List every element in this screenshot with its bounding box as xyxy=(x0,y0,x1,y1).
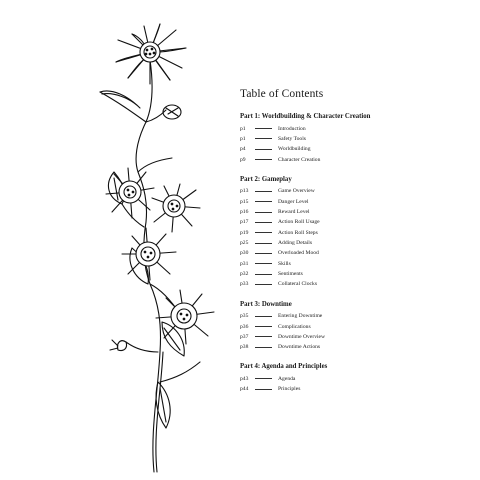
entry-label: Collateral Clocks xyxy=(278,281,317,288)
entry-label: Principles xyxy=(278,386,301,393)
page-number: p19 xyxy=(240,229,249,236)
toc-entry[interactable] xyxy=(240,259,472,269)
leader-line xyxy=(255,274,272,275)
leader-line xyxy=(255,243,272,244)
toc-section xyxy=(240,176,472,290)
entry-label: Sentiments xyxy=(278,271,303,278)
leader-line xyxy=(255,326,272,327)
leader-line xyxy=(255,191,272,192)
leader-line xyxy=(255,212,272,213)
toc-entry[interactable] xyxy=(240,374,472,384)
entry-label: Reward Level xyxy=(278,209,310,216)
leader-line xyxy=(255,128,272,129)
toc-entry[interactable] xyxy=(240,144,472,154)
page-number: p32 xyxy=(240,271,249,278)
leader-line xyxy=(255,149,272,150)
entry-label: Character Creation xyxy=(278,156,321,163)
page-number: p17 xyxy=(240,219,249,226)
toc-entry[interactable] xyxy=(240,269,472,279)
toc-entry[interactable] xyxy=(240,228,472,238)
flower-stem-illustration xyxy=(88,22,218,477)
toc-entry[interactable] xyxy=(240,279,472,289)
page-number: p15 xyxy=(240,198,249,205)
toc-entry[interactable] xyxy=(240,321,472,331)
page-number: p1 xyxy=(240,135,246,142)
leader-line xyxy=(255,347,272,348)
page-number: p4 xyxy=(240,146,246,153)
entry-label: Danger Level xyxy=(278,198,309,205)
leader-line xyxy=(255,336,272,337)
leader-line xyxy=(255,138,272,139)
entry-label: Downtime Actions xyxy=(278,344,321,351)
page-number: p38 xyxy=(240,344,249,351)
entry-label: Action Roll Steps xyxy=(278,229,318,236)
page-number: p36 xyxy=(240,323,249,330)
toc-entry[interactable] xyxy=(240,217,472,227)
entry-label: Downtime Overview xyxy=(278,333,326,340)
page-number: p33 xyxy=(240,281,249,288)
entry-label: Adding Details xyxy=(278,240,313,247)
leader-line xyxy=(255,316,272,317)
entry-label: Skills xyxy=(278,260,291,267)
section-title: Part 4: Agenda and Principles xyxy=(240,363,328,371)
toc-section xyxy=(240,113,472,165)
toc-title: Table of Contents xyxy=(240,88,324,100)
toc-entry[interactable] xyxy=(240,384,472,394)
toc-entry[interactable] xyxy=(240,248,472,258)
leader-line xyxy=(255,263,272,264)
page-number: p31 xyxy=(240,260,249,267)
toc-entry[interactable] xyxy=(240,186,472,196)
leader-line xyxy=(255,253,272,254)
toc-entry[interactable] xyxy=(240,134,472,144)
toc-entry[interactable] xyxy=(240,207,472,217)
page-number: p1 xyxy=(240,125,246,132)
entry-label: Complications xyxy=(278,323,311,330)
toc-section xyxy=(240,301,472,353)
page-number: p30 xyxy=(240,250,249,257)
entry-label: Worldbuilding xyxy=(278,146,311,153)
page-number: p16 xyxy=(240,209,249,216)
toc-entry[interactable] xyxy=(240,197,472,207)
page-number: p9 xyxy=(240,156,246,163)
leader-line xyxy=(255,378,272,379)
toc-entry[interactable] xyxy=(240,311,472,321)
entry-label: Introduction xyxy=(278,125,306,132)
leader-line xyxy=(255,284,272,285)
page-number: p44 xyxy=(240,386,249,393)
page-number: p13 xyxy=(240,188,249,195)
toc-sections xyxy=(240,113,472,394)
entry-label: Safety Tools xyxy=(278,135,306,142)
section-title: Part 3: Downtime xyxy=(240,300,292,308)
leader-line xyxy=(255,201,272,202)
entry-label: Game Overview xyxy=(278,188,315,195)
toc-entry[interactable] xyxy=(240,342,472,352)
leader-line xyxy=(255,222,272,223)
toc-entry[interactable] xyxy=(240,238,472,248)
entry-label: Agenda xyxy=(278,375,296,382)
toc-entry[interactable] xyxy=(240,123,472,133)
table-of-contents xyxy=(240,88,472,405)
page-number: p37 xyxy=(240,333,249,340)
toc-entry[interactable] xyxy=(240,332,472,342)
entry-label: Overloaded Mood xyxy=(278,250,319,257)
toc-entry[interactable] xyxy=(240,154,472,164)
section-title: Part 2: Gameplay xyxy=(240,175,292,183)
toc-section xyxy=(240,363,472,394)
leader-line xyxy=(255,159,272,160)
section-title: Part 1: Worldbuilding & Character Creation xyxy=(240,113,371,120)
page-number: p25 xyxy=(240,240,249,247)
entry-label: Entering Downtime xyxy=(278,313,323,320)
leader-line xyxy=(255,389,272,390)
leader-line xyxy=(255,232,272,233)
page-number: p43 xyxy=(240,375,249,382)
page-number: p35 xyxy=(240,313,249,320)
entry-label: Action Roll Usage xyxy=(278,219,320,226)
